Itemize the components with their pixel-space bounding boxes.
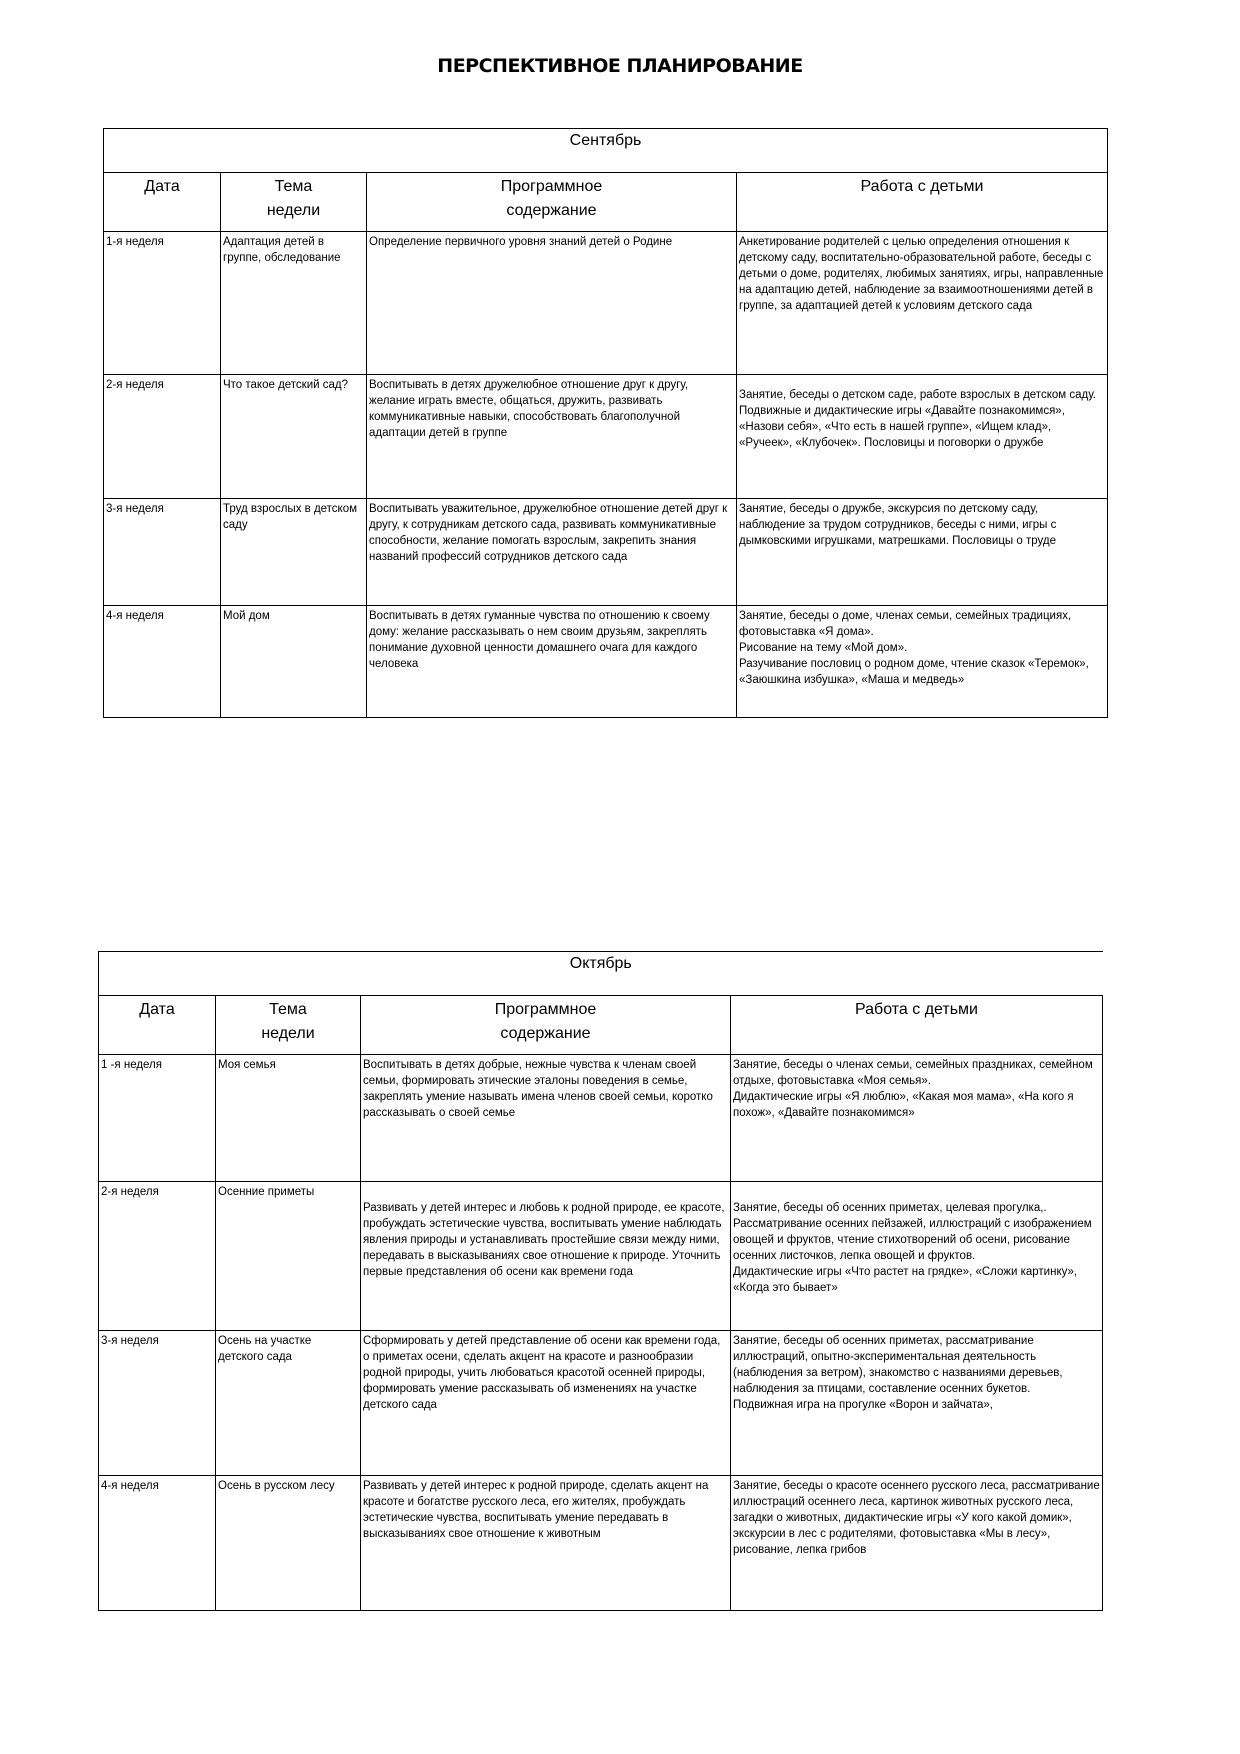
content-cell: Воспитывать в детях дружелюбное отношение друг к другу, желание играть вместе, общаться, дружить, развивать коммуникативные навыки, способствовать благополучной адаптации детей в группе	[367, 375, 737, 499]
week-cell: 2-я неделя	[99, 1182, 216, 1331]
work-cell: Занятие, беседы об осенних приметах, рассматривание иллюстраций, опытно-экспериментальная деятельность (наблюдения за ветром), знакомство с названиями деревьев, наблюдения за птицами, составление осенних букетов. Подвижная игра на прогулке «Ворон и зайчата»,	[731, 1331, 1103, 1476]
table-row	[104, 499, 1108, 606]
theme-cell: Моя семья	[216, 1055, 361, 1182]
week-cell: 1-я неделя	[104, 232, 221, 375]
content-cell: Воспитывать в детях гуманные чувства по отношению к своему дому: желание рассказывать о нем своим друзьям, закреплять понимание духовной ценности домашнего очага для каждого человека	[367, 606, 737, 718]
content-cell: Определение первичного уровня знаний детей о Родине	[367, 232, 737, 375]
header-theme-line1: Тема	[269, 1001, 307, 1018]
table-row	[104, 606, 1108, 718]
week-cell: 1 -я неделя	[99, 1055, 216, 1182]
header-content-line2: содержание	[500, 1025, 591, 1042]
theme-cell: Адаптация детей в группе, обследование	[221, 232, 367, 375]
header-content	[361, 996, 731, 1055]
header-content-line2: содержание	[506, 202, 597, 219]
week-cell: 3-я неделя	[104, 499, 221, 606]
table-row	[104, 375, 1108, 499]
table-row	[99, 1182, 1103, 1331]
page-title: ПЕРСПЕКТИВНОЕ ПЛАНИРОВАНИЕ	[437, 55, 803, 77]
content-cell: Воспитывать уважительное, дружелюбное отношение детей друг к другу, к сотрудникам детского сада, развивать коммуникативные способности, желание помогать взрослым, закрепить знания названий профессий сотрудников детского сада	[367, 499, 737, 606]
month-row	[99, 952, 1103, 996]
header-row	[104, 173, 1108, 232]
month-row	[104, 129, 1108, 173]
work-cell: Занятие, беседы о доме, членах семьи, семейных традициях, фотовыставка «Я дома». Рисование на тему «Мой дом». Разучивание пословиц о родном доме, чтение сказок «Теремок», «Заюшкина избушка», «Маша и медведь»	[737, 606, 1108, 718]
header-date: Дата	[104, 173, 221, 232]
work-cell: Занятие, беседы о детском саде, работе взрослых в детском саду. Подвижные и дидактические игры «Давайте познакомимся», «Назови себя», «Что есть в нашей группе», «Ищем клад», «Ручеек», «Клубочек». Пословицы и поговорки о дружбе	[737, 375, 1108, 499]
header-content	[367, 173, 737, 232]
september-table	[103, 128, 1108, 718]
theme-cell: Осень на участке детского сада	[216, 1331, 361, 1476]
month-title: Октябрь	[99, 952, 1103, 996]
header-content-line1: Программное	[494, 1001, 597, 1018]
header-theme-line2: недели	[261, 1025, 315, 1042]
theme-cell: Что такое детский сад?	[221, 375, 367, 499]
header-row	[99, 996, 1103, 1055]
table-row	[99, 1476, 1103, 1611]
theme-cell: Осенние приметы	[216, 1182, 361, 1331]
header-work: Работа с детьми	[731, 996, 1103, 1055]
header-theme-line1: Тема	[274, 178, 313, 195]
theme-cell: Осень в русском лесу	[216, 1476, 361, 1611]
header-theme	[216, 996, 361, 1055]
theme-cell: Труд взрослых в детском саду	[221, 499, 367, 606]
header-theme-line2: недели	[266, 202, 321, 219]
table-row	[99, 1331, 1103, 1476]
content-cell: Развивать у детей интерес и любовь к родной природе, ее красоте, пробуждать эстетические чувства, воспитывать умение наблюдать явления природы и устанавливать простейшие связи между ними, передавать в высказываниях свое отношение к природе. Уточнить первые представления об осени как времени года	[361, 1182, 731, 1331]
content-cell: Развивать у детей интерес к родной природе, сделать акцент на красоте и богатстве русского леса, его жителях, пробуждать эстетические чувства, воспитывать умение передавать в высказываниях свое отношение к животным	[361, 1476, 731, 1611]
work-cell: Занятие, беседы о красоте осеннего русского леса, рассматривание иллюстраций осеннего леса, картинок животных русского леса, загадки о животных, дидактические игры «У кого какой домик», экскурсии в лес с родителями, фотовыставка «Мы в лесу», рисование, лепка грибов	[731, 1476, 1103, 1611]
table-row	[104, 232, 1108, 375]
week-cell: 4-я неделя	[104, 606, 221, 718]
table-row	[99, 1055, 1103, 1182]
content-cell: Воспитывать в детях добрые, нежные чувства к членам своей семьи, формировать этические эталоны поведения в семье, закреплять умение называть имена членов своей семьи, коротко рассказывать о своей семье	[361, 1055, 731, 1182]
week-cell: 4-я неделя	[99, 1476, 216, 1611]
work-cell: Занятие, беседы об осенних приметах, целевая прогулка,. Рассматривание осенних пейзажей, иллюстраций с изображением овощей и фруктов, чтение стихотворений об осени, рисование осенних листочков, лепка овощей и фруктов. Дидактические игры «Что растет на грядке», «Сложи картинку», «Когда это бывает»	[731, 1182, 1103, 1331]
work-cell: Занятие, беседы о членах семьи, семейных праздниках, семейном отдыхе, фотовыставка «Моя семья». Дидактические игры «Я люблю», «Какая моя мама», «На кого я похож», «Давайте познакомимся»	[731, 1055, 1103, 1182]
october-table	[98, 951, 1103, 1611]
week-cell: 3-я неделя	[99, 1331, 216, 1476]
month-title: Сентябрь	[104, 129, 1108, 173]
header-content-line1: Программное	[500, 178, 603, 195]
work-cell: Анкетирование родителей с целью определения отношения к детскому саду, воспитательно-образовательной работе, беседы с детьми о доме, родителях, любимых занятиях, игры, направленные на адаптацию детей, наблюдение за взаимоотношениями детей в группе, за адаптацией детей к условиям детского сада	[737, 232, 1108, 375]
work-cell: Занятие, беседы о дружбе, экскурсия по детскому саду, наблюдение за трудом сотрудников, беседы с ними, игры с дымковскими игрушками, матрешками. Пословицы о труде	[737, 499, 1108, 606]
theme-cell: Мой дом	[221, 606, 367, 718]
week-cell: 2-я неделя	[104, 375, 221, 499]
content-cell: Сформировать у детей представление об осени как времени года, о приметах осени, сделать акцент на красоте и разнообразии родной природы, учить любоваться красотой осенней природы, формировать умение рассказывать об изменениях на участке детского сада	[361, 1331, 731, 1476]
header-work: Работа с детьми	[737, 173, 1108, 232]
header-date: Дата	[99, 996, 216, 1055]
header-theme	[221, 173, 367, 232]
